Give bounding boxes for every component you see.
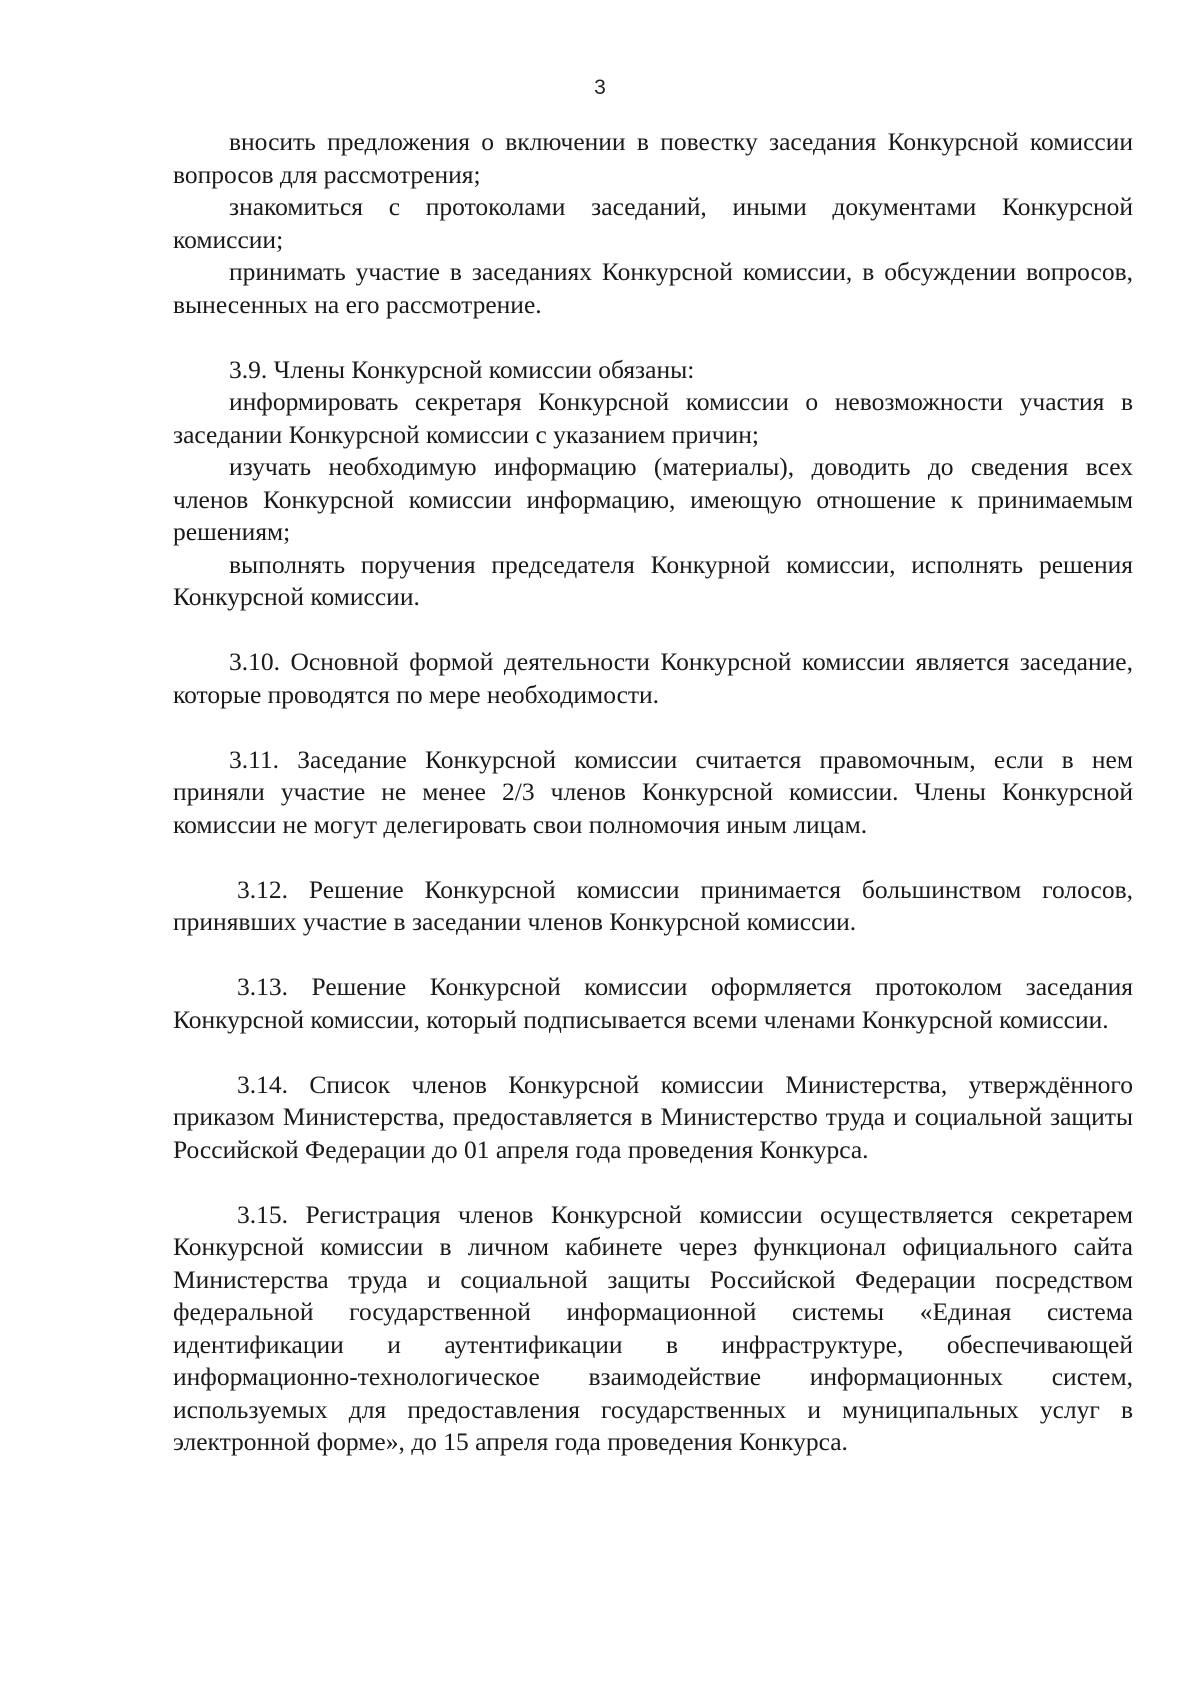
page-number: 3 xyxy=(594,76,606,99)
paragraph-gap xyxy=(173,939,1133,972)
paragraph-gap xyxy=(173,614,1133,647)
paragraph-rights-agenda: вносить предложения о включении в повестку заседания Конкурсной комиссии вопросов для рассмотрения; xyxy=(173,127,1133,189)
paragraph-3-15: 3.15. Регистрация членов Конкурсной комиссии осуществляется секретарем Конкурсной комиссии в личном кабинете через функционал официального сайта Министерства труда и социальной защиты Российской Федерации посредством федеральной государственной информационной системы «Единая система идентификации и аутентификации в инфраструктуре, обеспечивающей информационно-технологическое взаимодействие информационных систем, используемых для предоставления государственных и муниципальных услуг в электронной форме», до 15 апреля года проведения Конкурса. xyxy=(173,1199,1133,1456)
paragraph-gap xyxy=(173,711,1133,744)
paragraph-3-11: 3.11. Заседание Конкурсной комиссии считается правомочным, если в нем приняли участие не менее 2/3 членов Конкурсной комиссии. Члены Конкурсной комиссии не могут делегировать свои полномочия иным лицам. xyxy=(173,744,1133,839)
paragraph-3-14: 3.14. Список членов Конкурсной комиссии Министерства, утверждённого приказом Министерства, предоставляется в Министерство труда и социальной защиты Российской Федерации до 01 апреля года проведения Конкурса. xyxy=(173,1069,1133,1164)
paragraph-3-9-heading: 3.9. Члены Конкурсной комиссии обязаны: xyxy=(229,354,695,384)
paragraph-rights-protocols: знакомиться с протоколами заседаний, иными документами Конкурсной комиссии; xyxy=(173,192,1133,254)
document-body xyxy=(173,126,1133,1459)
paragraph-rights-participation: принимать участие в заседаниях Конкурсной комиссии, в обсуждении вопросов, вынесенных на его рассмотрение. xyxy=(173,257,1133,319)
paragraph-3-12: 3.12. Решение Конкурсной комиссии принимается большинством голосов, принявших участие в заседании членов Конкурсной комиссии. xyxy=(173,874,1133,936)
paragraph-gap xyxy=(173,1036,1133,1069)
paragraph-3-9-study: изучать необходимую информацию (материалы), доводить до сведения всех членов Конкурсной комиссии информацию, имеющую отношение к принимаемым решениям; xyxy=(173,452,1133,546)
paragraph-3-9-inform: информировать секретаря Конкурсной комиссии о невозможности участия в заседании Конкурсной комиссии с указанием причин; xyxy=(173,387,1133,449)
paragraph-gap xyxy=(173,841,1133,874)
paragraph-3-9-perform: выполнять поручения председателя Конкурной комиссии, исполнять решения Конкурсной комиссии. xyxy=(173,549,1133,611)
paragraph-3-10: 3.10. Основной формой деятельности Конкурсной комиссии является заседание, которые проводятся по мере необходимости. xyxy=(173,647,1133,709)
paragraph-3-13: 3.13. Решение Конкурсной комиссии оформляется протоколом заседания Конкурсной комиссии, который подписывается всеми членами Конкурсной комиссии. xyxy=(173,972,1133,1034)
paragraph-gap xyxy=(173,321,1133,354)
paragraph-gap xyxy=(173,1166,1133,1199)
